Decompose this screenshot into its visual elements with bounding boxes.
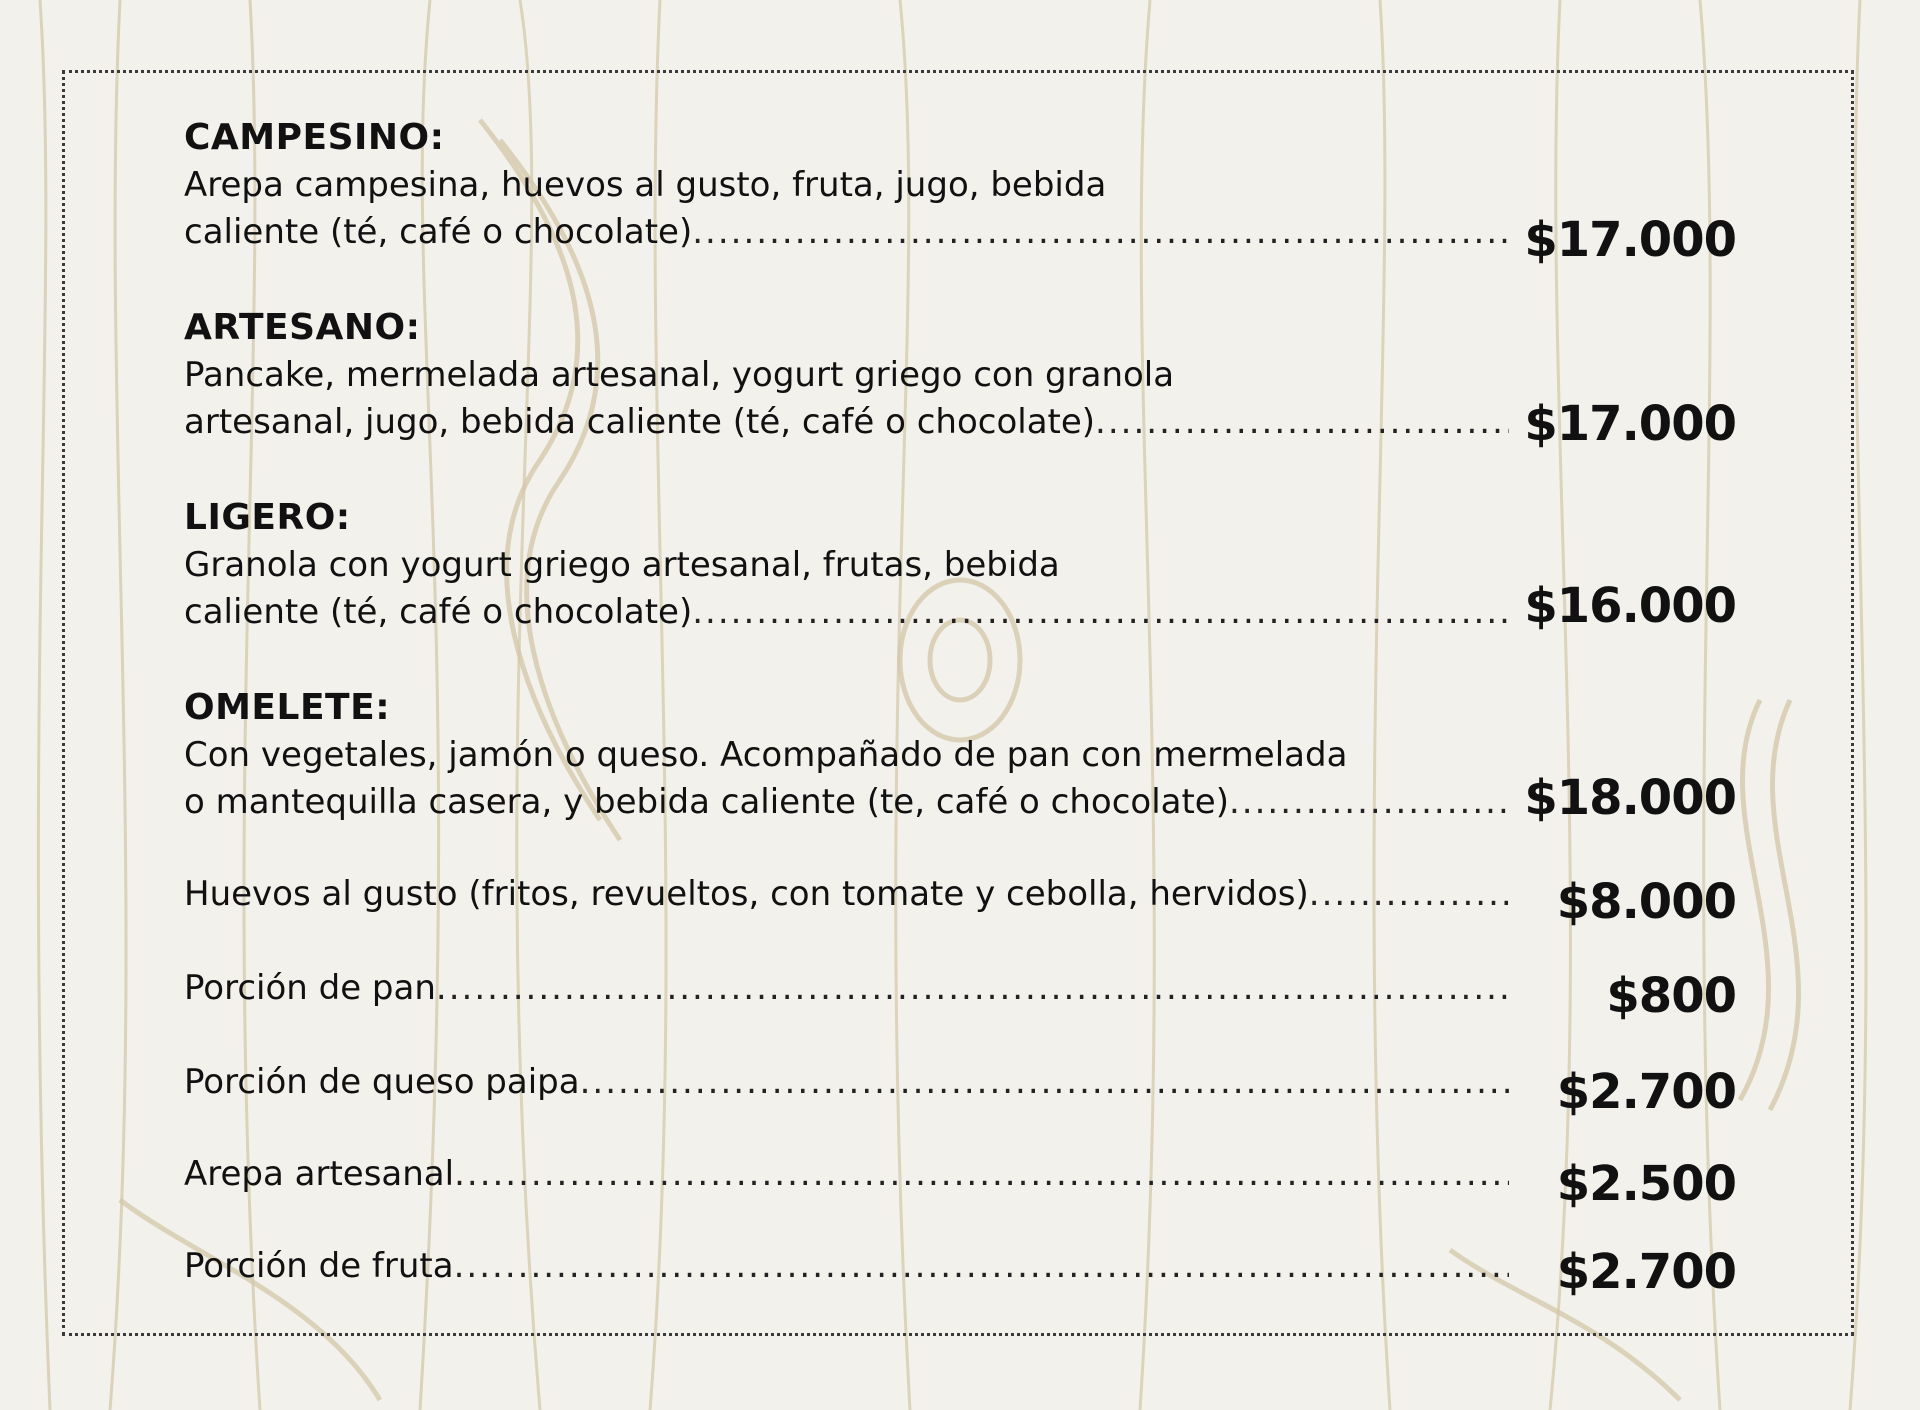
dot-leader: [1309, 872, 1509, 916]
item-desc-campesino: Arepa campesina, huevos al gusto, fruta, jugo, bebida: [184, 165, 1107, 205]
extra-label: Porción de queso paipa: [184, 1062, 580, 1102]
dot-leader: [1095, 400, 1509, 444]
price-fruta: $2.700: [1556, 1244, 1736, 1300]
dot-leader: [692, 210, 1509, 254]
extra-huevos: [184, 872, 1509, 916]
price-huevos: $8.000: [1556, 874, 1736, 930]
item-desc-text: caliente (té, café o chocolate): [184, 212, 693, 252]
price-campesino: $17.000: [1524, 212, 1736, 268]
item-desc-omelete: Con vegetales, jamón o queso. Acompañado de pan con mermelada: [184, 735, 1348, 775]
item-desc-line2-omelete: [184, 780, 1509, 824]
extra-fruta: [184, 1244, 1509, 1288]
price-omelete: $18.000: [1524, 770, 1736, 826]
item-desc-text: o mantequilla casera, y bebida caliente (te, café o chocolate): [184, 782, 1229, 822]
extra-label: Arepa artesanal: [184, 1154, 455, 1194]
price-ligero: $16.000: [1524, 578, 1736, 634]
item-desc-line2-artesano: [184, 400, 1509, 444]
price-pan: $800: [1606, 968, 1736, 1024]
item-title-artesano: ARTESANO:: [184, 307, 421, 348]
item-desc-line2-campesino: [184, 210, 1509, 254]
item-title-campesino: CAMPESINO:: [184, 117, 445, 158]
dot-leader: [692, 590, 1509, 634]
dot-leader: [436, 966, 1509, 1010]
extra-pan: [184, 966, 1509, 1010]
dot-leader: [454, 1152, 1509, 1196]
extra-queso-paipa: [184, 1060, 1509, 1104]
extra-label: Porción de pan: [184, 968, 436, 1008]
dot-leader: [1229, 780, 1509, 824]
item-title-omelete: OMELETE:: [184, 687, 391, 728]
price-arepa: $2.500: [1556, 1156, 1736, 1212]
item-desc-ligero: Granola con yogurt griego artesanal, frutas, bebida: [184, 545, 1060, 585]
item-desc-artesano: Pancake, mermelada artesanal, yogurt griego con granola: [184, 355, 1175, 395]
item-desc-text: caliente (té, café o chocolate): [184, 592, 693, 632]
price-queso-paipa: $2.700: [1556, 1064, 1736, 1120]
extra-label: Huevos al gusto (fritos, revueltos, con tomate y cebolla, hervidos): [184, 874, 1309, 914]
price-artesano: $17.000: [1524, 396, 1736, 452]
dot-leader: [454, 1244, 1509, 1288]
item-title-ligero: LIGERO:: [184, 497, 351, 538]
extra-arepa: [184, 1152, 1509, 1196]
item-desc-text: artesanal, jugo, bebida caliente (té, café o chocolate): [184, 402, 1096, 442]
dot-leader: [580, 1060, 1509, 1104]
item-desc-line2-ligero: [184, 590, 1509, 634]
extra-label: Porción de fruta: [184, 1246, 454, 1286]
